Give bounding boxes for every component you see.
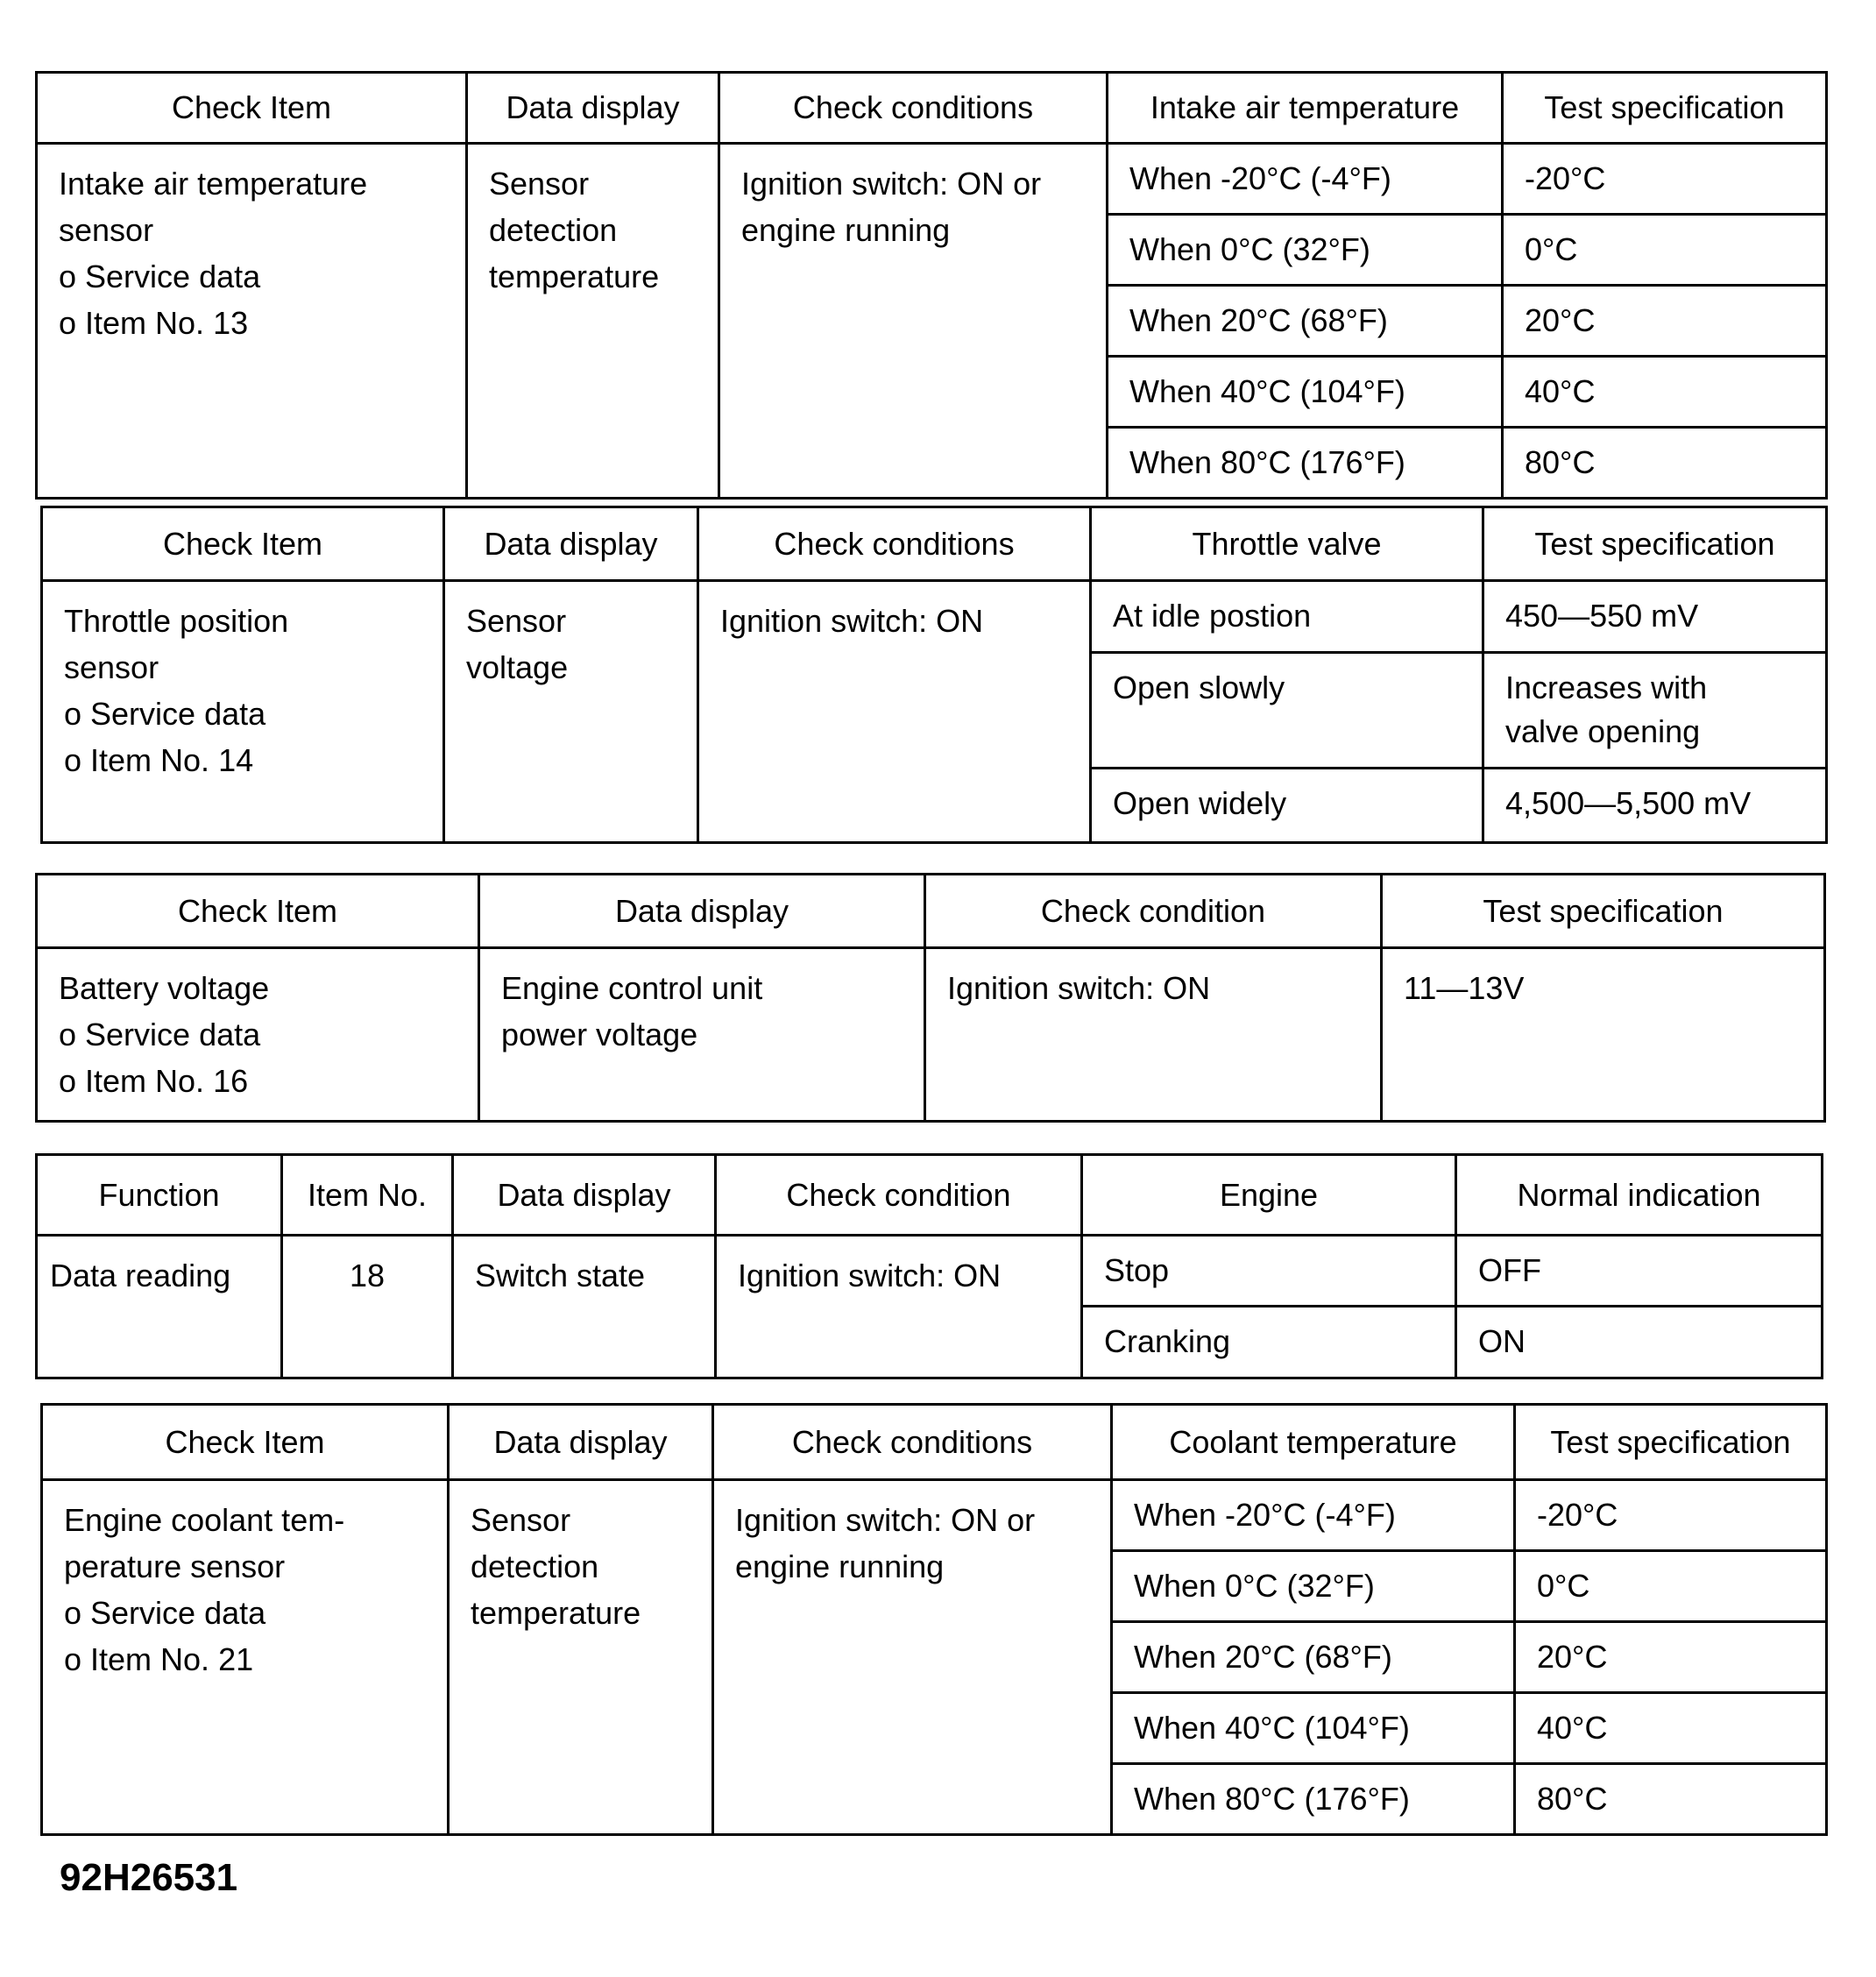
header-item-no: Item No. (282, 1155, 453, 1236)
check-item-cell (42, 581, 444, 843)
check-item-line: perature sensor (64, 1548, 286, 1584)
header-throttle-valve: Throttle valve (1091, 507, 1483, 581)
header-check-item: Check Item (42, 1405, 449, 1480)
header-check-item: Check Item (42, 507, 444, 581)
check-item-line: o Item No. 16 (59, 1063, 249, 1099)
engine-state: Stop (1082, 1236, 1456, 1307)
check-item-line: Throttle position (64, 603, 289, 639)
item-no-cell: 18 (282, 1236, 453, 1378)
check-conditions-line: Ignition switch: ON or (735, 1502, 1036, 1538)
test-spec-value: 80°C (1503, 428, 1827, 499)
data-display-line: Sensor (471, 1502, 571, 1538)
header-test-specification: Test specification (1382, 875, 1825, 948)
temperature-condition: When 80°C (176°F) (1112, 1764, 1515, 1835)
engine-state: Cranking (1082, 1307, 1456, 1378)
check-item-cell (37, 948, 479, 1122)
check-item-line: o Service data (59, 1017, 261, 1052)
check-item-cell (42, 1480, 449, 1835)
check-conditions-cell (713, 1480, 1112, 1835)
data-display-line: Engine control unit (501, 970, 763, 1006)
check-conditions-line: engine running (735, 1548, 945, 1584)
temperature-condition: When 20°C (68°F) (1108, 286, 1503, 357)
check-item-line: o Service data (59, 259, 261, 294)
test-spec-line: valve opening (1505, 713, 1701, 749)
check-item-cell (37, 144, 467, 499)
header-coolant-temperature: Coolant temperature (1112, 1405, 1515, 1480)
temperature-condition: When -20°C (-4°F) (1112, 1480, 1515, 1551)
data-display-line: detection (471, 1548, 599, 1584)
check-conditions-line: engine running (741, 212, 951, 248)
check-item-line: Intake air temperature (59, 166, 368, 202)
check-conditions-line: Ignition switch: ON or (741, 166, 1042, 202)
header-data-display: Data display (453, 1155, 716, 1236)
test-spec-line: Increases with (1505, 670, 1708, 705)
header-check-condition: Check condition (925, 875, 1382, 948)
data-display-cell (449, 1480, 713, 1835)
normal-indication-value: OFF (1456, 1236, 1823, 1307)
check-conditions-line: Ignition switch: ON (720, 603, 984, 639)
normal-indication-value: ON (1456, 1307, 1823, 1378)
data-display-line: detection (489, 212, 618, 248)
check-item-line: o Item No. 13 (59, 305, 249, 341)
header-intake-air-temperature: Intake air temperature (1108, 73, 1503, 144)
header-function: Function (37, 1155, 282, 1236)
function-cell: Data reading (37, 1236, 282, 1378)
test-spec-value: 11—13V (1382, 948, 1825, 1122)
temperature-condition: When 0°C (32°F) (1108, 215, 1503, 286)
test-spec-value: 0°C (1515, 1551, 1827, 1622)
test-spec-value: 0°C (1503, 215, 1827, 286)
temperature-condition: When 20°C (68°F) (1112, 1622, 1515, 1693)
header-test-specification: Test specification (1483, 507, 1827, 581)
temperature-condition: When 80°C (176°F) (1108, 428, 1503, 499)
switch-state-table (35, 1153, 1823, 1379)
check-item-line: o Service data (64, 1595, 266, 1631)
test-spec-value (1483, 653, 1827, 769)
data-display-cell (444, 581, 698, 843)
check-conditions-cell (719, 144, 1108, 499)
throttle-condition: Open slowly (1091, 653, 1483, 769)
check-item-line: o Service data (64, 696, 266, 732)
check-item-line: o Item No. 21 (64, 1641, 254, 1677)
figure-code: 92H26531 (60, 1856, 238, 1899)
header-check-item: Check Item (37, 73, 467, 144)
header-check-conditions: Check conditions (713, 1405, 1112, 1480)
check-item-line: sensor (64, 649, 159, 685)
check-conditions-cell (698, 581, 1091, 843)
coolant-temp-table (40, 1403, 1828, 1836)
data-display-line: Sensor (466, 603, 567, 639)
header-data-display: Data display (449, 1405, 713, 1480)
header-check-item: Check Item (37, 875, 479, 948)
temperature-condition: When -20°C (-4°F) (1108, 144, 1503, 215)
test-spec-value: 450—550 mV (1483, 581, 1827, 653)
check-item-line: Battery voltage (59, 970, 270, 1006)
header-check-conditions: Check conditions (719, 73, 1108, 144)
header-check-condition: Check condition (716, 1155, 1082, 1236)
data-display-line: power voltage (501, 1017, 698, 1052)
test-spec-value: 20°C (1515, 1622, 1827, 1693)
check-item-line: sensor (59, 212, 154, 248)
throttle-position-table (40, 506, 1828, 844)
intake-air-temp-table (35, 71, 1828, 500)
temperature-condition: When 40°C (104°F) (1108, 357, 1503, 428)
check-condition-cell: Ignition switch: ON (716, 1236, 1082, 1378)
header-check-conditions: Check conditions (698, 507, 1091, 581)
test-spec-value: -20°C (1515, 1480, 1827, 1551)
data-display-line: temperature (489, 259, 660, 294)
test-spec-value: 40°C (1503, 357, 1827, 428)
header-test-specification: Test specification (1515, 1405, 1827, 1480)
header-engine: Engine (1082, 1155, 1456, 1236)
data-display-line: voltage (466, 649, 569, 685)
check-item-line: Engine coolant tem- (64, 1502, 345, 1538)
temperature-condition: When 0°C (32°F) (1112, 1551, 1515, 1622)
check-conditions-cell (925, 948, 1382, 1122)
test-spec-value: 4,500—5,500 mV (1483, 769, 1827, 843)
data-display-line: Sensor (489, 166, 590, 202)
data-display-line: temperature (471, 1595, 641, 1631)
check-item-line: o Item No. 14 (64, 742, 254, 778)
header-normal-indication: Normal indication (1456, 1155, 1823, 1236)
data-display-cell (467, 144, 719, 499)
test-spec-value: 80°C (1515, 1764, 1827, 1835)
test-spec-value: -20°C (1503, 144, 1827, 215)
data-display-cell: Switch state (453, 1236, 716, 1378)
data-display-cell (479, 948, 925, 1122)
header-data-display: Data display (467, 73, 719, 144)
check-conditions-line: Ignition switch: ON (947, 970, 1211, 1006)
test-spec-value: 40°C (1515, 1693, 1827, 1764)
header-data-display: Data display (444, 507, 698, 581)
header-data-display: Data display (479, 875, 925, 948)
temperature-condition: When 40°C (104°F) (1112, 1693, 1515, 1764)
throttle-condition: At idle postion (1091, 581, 1483, 653)
test-spec-value: 20°C (1503, 286, 1827, 357)
header-test-specification: Test specification (1503, 73, 1827, 144)
battery-voltage-table (35, 873, 1826, 1123)
throttle-condition: Open widely (1091, 769, 1483, 843)
